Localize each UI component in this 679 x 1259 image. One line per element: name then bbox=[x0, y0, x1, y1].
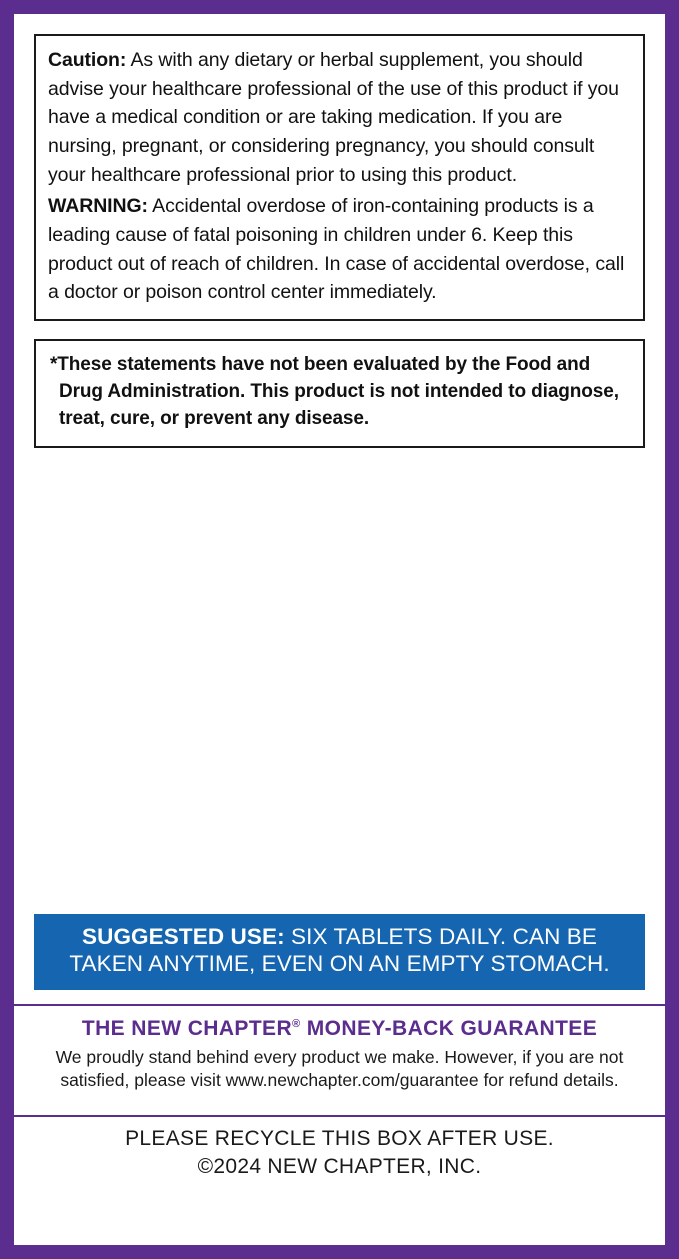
warning-label: WARNING: bbox=[48, 195, 148, 218]
warning-paragraph bbox=[48, 192, 631, 307]
guarantee-body-line2: satisfied, please visit www.newchapter.com/guarantee for refund details. bbox=[60, 1069, 619, 1090]
suggested-use-banner bbox=[34, 914, 645, 990]
guarantee-body-line1: We proudly stand behind every product we make. However, if you are not bbox=[55, 1046, 624, 1067]
warning-text: Accidental overdose of iron-containing products is a leading cause of fatal poisoning in children under 6. Keep this product out of reach of children. In case of accidental overdose, call a doctor or poison control center immediately. bbox=[48, 195, 625, 304]
blank-space bbox=[34, 448, 645, 914]
money-back-guarantee-section bbox=[34, 1006, 645, 1102]
label-inner bbox=[14, 14, 665, 1245]
guarantee-title-brand: THE NEW CHAPTER bbox=[81, 1016, 293, 1040]
guarantee-body bbox=[44, 1046, 635, 1093]
footer-section bbox=[34, 1117, 645, 1181]
guarantee-title-rest: MONEY-BACK GUARANTEE bbox=[300, 1016, 598, 1040]
fda-disclaimer-text: *These statements have not been evaluated by the Food and Drug Administration. This product is not intended to diagnose, treat, cure, or prevent any disease. bbox=[50, 353, 619, 429]
caution-paragraph bbox=[48, 46, 631, 189]
recycle-notice: PLEASE RECYCLE THIS BOX AFTER USE. bbox=[125, 1127, 554, 1151]
caution-label: Caution: bbox=[48, 49, 127, 71]
suggested-use-text: SIX TABLETS DAILY. CAN BE TAKEN ANYTIME, EVEN ON AN EMPTY STOMACH. bbox=[69, 923, 610, 977]
fda-disclaimer-box bbox=[34, 339, 645, 448]
guarantee-title bbox=[44, 1017, 635, 1041]
suggested-use-label: SUGGESTED USE: bbox=[82, 923, 285, 949]
registered-trademark-icon: ® bbox=[292, 1017, 301, 1030]
copyright-notice: ©2024 NEW CHAPTER, INC. bbox=[197, 1155, 482, 1179]
caution-warning-box bbox=[34, 34, 645, 321]
caution-text: As with any dietary or herbal supplement, you should advise your healthcare professional of the use of this product if you have a medical condition or are taking medication. If you are nursing, pregnant, or considering pregnancy, you should consult your healthcare professional prior to using this product. bbox=[48, 49, 619, 186]
